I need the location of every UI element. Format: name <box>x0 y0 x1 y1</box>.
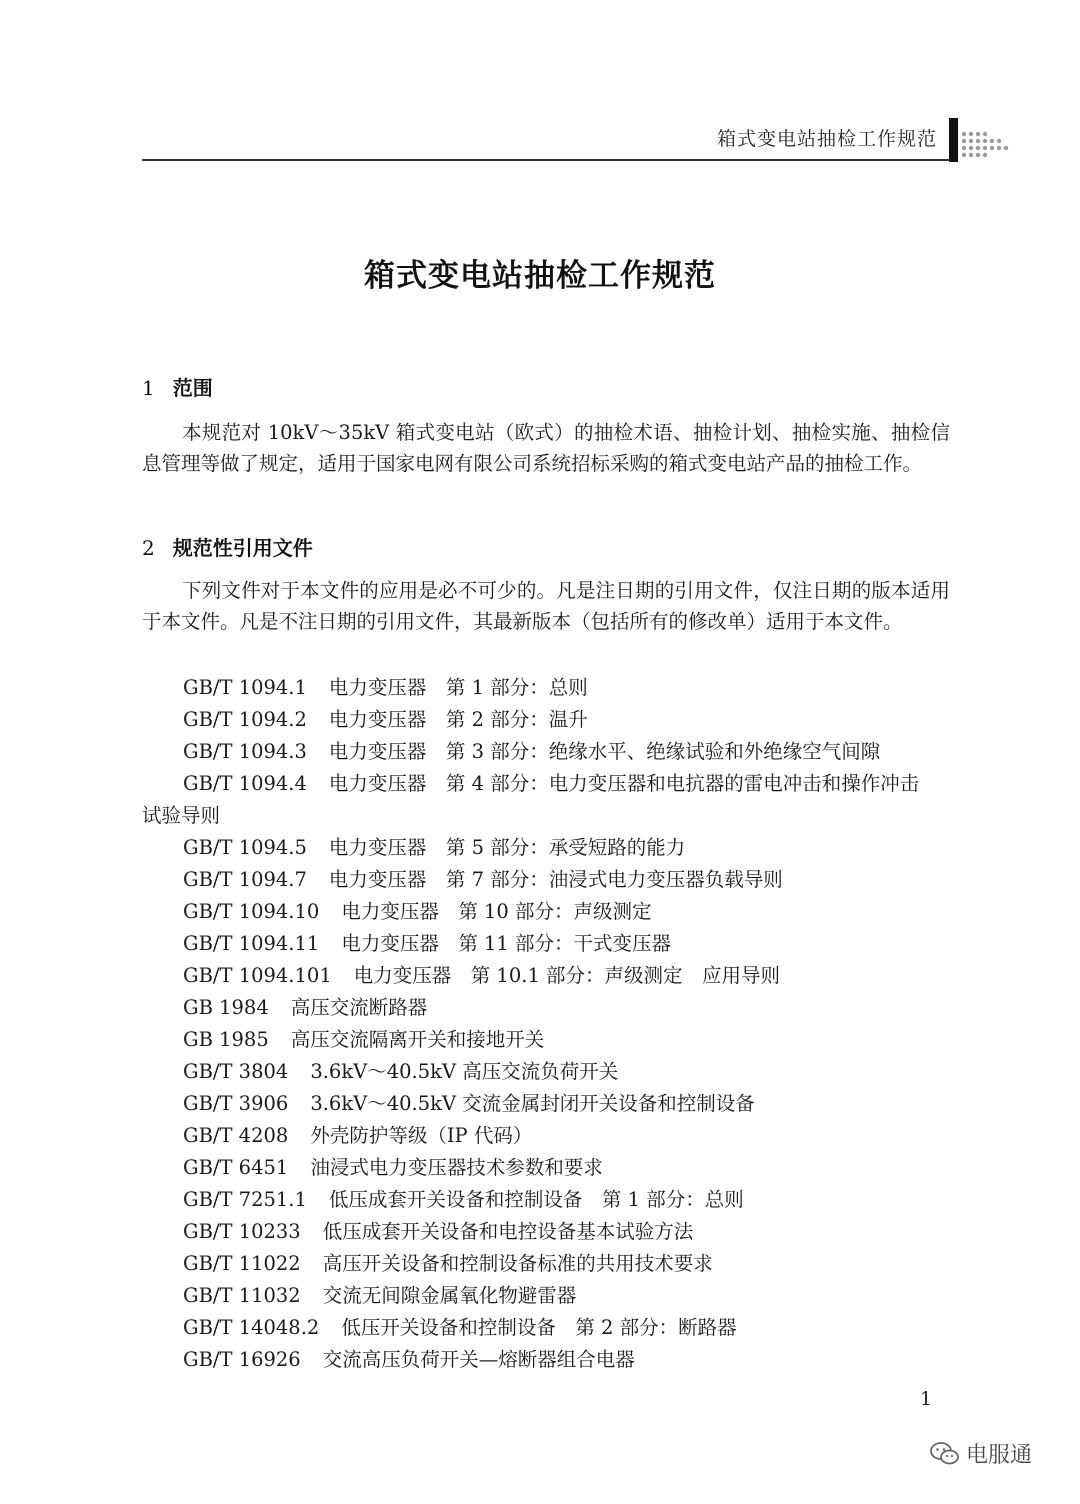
reference-item <box>0 1280 950 1312</box>
reference-title: 油浸式电力变压器技术参数和要求 <box>310 1156 603 1179</box>
reference-code: GB/T 1094.101 <box>183 964 332 987</box>
reference-code: GB/T 1094.11 <box>183 932 320 955</box>
reference-item <box>0 960 950 992</box>
reference-title: 电力变压器 第 2 部分：温升 <box>328 708 588 731</box>
reference-item <box>0 832 950 864</box>
section-1-number: 1 <box>142 376 155 400</box>
reference-item <box>0 928 950 960</box>
reference-code: GB/T 7251.1 <box>183 1188 307 1211</box>
reference-item <box>0 896 950 928</box>
reference-list <box>0 672 1080 1376</box>
section-2-heading <box>142 532 313 561</box>
reference-title: 高压交流隔离开关和接地开关 <box>290 1028 545 1051</box>
reference-item <box>0 1184 950 1216</box>
reference-title: 高压交流断路器 <box>290 996 428 1019</box>
reference-title: 外壳防护等级（IP 代码） <box>310 1124 533 1147</box>
reference-code: GB/T 3906 <box>183 1092 289 1115</box>
reference-code: GB/T 1094.3 <box>183 740 307 763</box>
reference-title: 交流无间隙金属氧化物避雷器 <box>322 1284 577 1307</box>
reference-title: 电力变压器 第 10 部分：声级测定 <box>341 900 652 923</box>
reference-title: 交流高压负荷开关—熔断器组合电器 <box>322 1348 635 1371</box>
reference-title: 高压开关设备和控制设备标准的共用技术要求 <box>322 1252 713 1275</box>
reference-item <box>0 768 950 832</box>
reference-code: GB/T 1094.2 <box>183 708 307 731</box>
reference-code: GB/T 1094.5 <box>183 836 307 859</box>
reference-code: GB/T 1094.7 <box>183 868 307 891</box>
reference-title: 电力变压器 第 1 部分：总则 <box>328 676 588 699</box>
section-1-paragraph: 本规范对 10kV～35kV 箱式变电站（欧式）的抽检术语、抽检计划、抽检实施、抽检信息管理等做了规定，适用于国家电网有限公司系统招标采购的箱式变电站产品的抽检工作。 <box>142 421 950 475</box>
document-title: 箱式变电站抽检工作规范 <box>364 258 716 294</box>
reference-title: 电力变压器 第 7 部分：油浸式电力变压器负载导则 <box>328 868 783 891</box>
reference-item <box>0 992 950 1024</box>
reference-code: GB 1984 <box>183 996 269 1019</box>
reference-item <box>0 1344 950 1376</box>
wechat-icon <box>930 1441 960 1467</box>
reference-item <box>0 1024 950 1056</box>
reference-code: GB/T 11022 <box>183 1252 301 1275</box>
section-1-title: 范围 <box>172 376 213 400</box>
reference-item <box>0 1152 950 1184</box>
reference-item <box>0 736 950 768</box>
reference-title: 电力变压器 第 5 部分：承受短路的能力 <box>328 836 686 859</box>
reference-title: 低压开关设备和控制设备 第 2 部分：断路器 <box>341 1316 737 1339</box>
section-2-number: 2 <box>142 536 155 560</box>
section-2-paragraph: 下列文件对于本文件的应用是必不可少的。凡是注日期的引用文件，仅注日期的版本适用于本文件。凡是不注日期的引用文件，其最新版本（包括所有的修改单）适用于本文件。 <box>142 579 950 633</box>
reference-code: GB/T 1094.1 <box>183 676 307 699</box>
page-number: 1 <box>920 1388 933 1410</box>
reference-item <box>0 864 950 896</box>
reference-item <box>0 1248 950 1280</box>
reference-code: GB/T 16926 <box>183 1348 301 1371</box>
reference-item <box>0 1056 950 1088</box>
reference-code: GB/T 6451 <box>183 1156 289 1179</box>
reference-code: GB/T 1094.4 <box>183 772 307 795</box>
reference-title: 低压成套开关设备和控制设备 第 1 部分：总则 <box>328 1188 744 1211</box>
reference-title: 电力变压器 第 4 部分：电力变压器和电抗器的雷电冲击和操作冲击 <box>328 772 920 795</box>
section-1-heading <box>142 372 213 401</box>
reference-title: 电力变压器 第 3 部分：绝缘水平、绝缘试验和外绝缘空气间隙 <box>328 740 881 763</box>
reference-code: GB/T 3804 <box>183 1060 289 1083</box>
running-title: 箱式变电站抽检工作规范 <box>716 128 937 150</box>
reference-title: 低压成套开关设备和电控设备基本试验方法 <box>322 1220 694 1243</box>
reference-code: GB/T 14048.2 <box>183 1316 320 1339</box>
header-dots-decoration <box>960 130 1010 164</box>
reference-item <box>0 1120 950 1152</box>
watermark-text: 电服通 <box>966 1443 1033 1468</box>
reference-title-continuation: 试验导则 <box>142 804 221 827</box>
reference-item <box>0 1312 950 1344</box>
section-2-title: 规范性引用文件 <box>172 536 313 560</box>
reference-code: GB/T 4208 <box>183 1124 289 1147</box>
header-bar <box>949 118 958 162</box>
reference-code: GB/T 1094.10 <box>183 900 320 923</box>
header-rule <box>142 159 950 161</box>
reference-title: 3.6kV～40.5kV 高压交流负荷开关 <box>310 1060 619 1083</box>
reference-code: GB/T 11032 <box>183 1284 301 1307</box>
reference-code: GB 1985 <box>183 1028 269 1051</box>
watermark <box>930 1438 1032 1469</box>
running-header <box>0 0 1080 170</box>
reference-title: 3.6kV～40.5kV 交流金属封闭开关设备和控制设备 <box>310 1092 755 1115</box>
reference-item <box>0 704 950 736</box>
reference-title: 电力变压器 第 11 部分：干式变压器 <box>341 932 672 955</box>
reference-title: 电力变压器 第 10.1 部分：声级测定 应用导则 <box>353 964 781 987</box>
reference-item <box>0 1216 950 1248</box>
reference-code: GB/T 10233 <box>183 1220 301 1243</box>
reference-item <box>0 672 950 704</box>
reference-item <box>0 1088 950 1120</box>
